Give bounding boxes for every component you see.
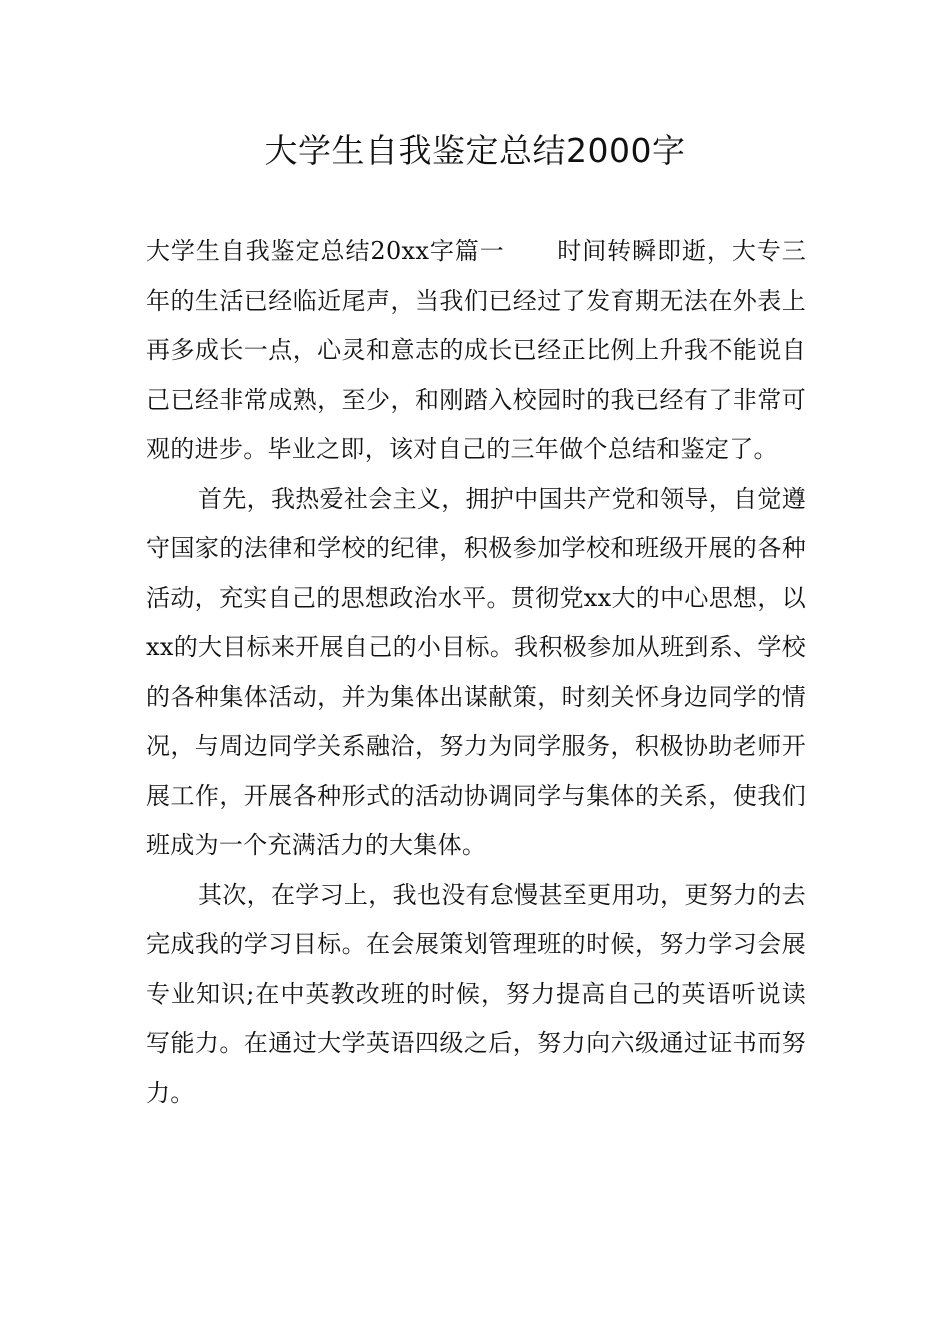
- document-title: 大学生自我鉴定总结2000字: [264, 131, 686, 170]
- paragraph-2: 首先，我热爱社会主义，拥护中国共产党和领导，自觉遵守国家的法律和学校的纪律，积极参加学校和班级开展的各种活动，充实自己的思想政治水平。贯彻党xx大的中心思想，以xx的大目标来开展自己的小目标。我积极参加从班到系、学校的各种集体活动，并为集体出谋献策，时刻关怀身边同学的情况，与周边同学关系融洽，努力为同学服务，积极协助老师开展工作，开展各种形式的活动协调同学与集体的关系，使我们班成为一个充满活力的大集体。: [146, 484, 806, 859]
- paragraph-1: [146, 227, 806, 475]
- paragraph-1-text: 时间转瞬即逝，大专三年的生活已经临近尾声，当我们已经过了发育期无法在外表上再多成长一点，心灵和意志的成长已经正比例上升我不能说自己已经非常成熟，至少，和刚踏入校园时的我已经有了非常可观的进步。毕业之即，该对自己的三年做个总结和鉴定了。: [146, 237, 806, 463]
- document-body: [146, 227, 806, 1118]
- paragraph-3: 其次，在学习上，我也没有怠慢甚至更用功，更努力的去完成我的学习目标。在会展策划管理班的时候，努力学习会展专业知识;在中英教改班的时候，努力提高自己的英语听说读写能力。在通过大学英语四级之后，努力向六级通过证书而努力。: [146, 880, 806, 1107]
- section-heading: 大学生自我鉴定总结20xx字篇一: [146, 237, 505, 265]
